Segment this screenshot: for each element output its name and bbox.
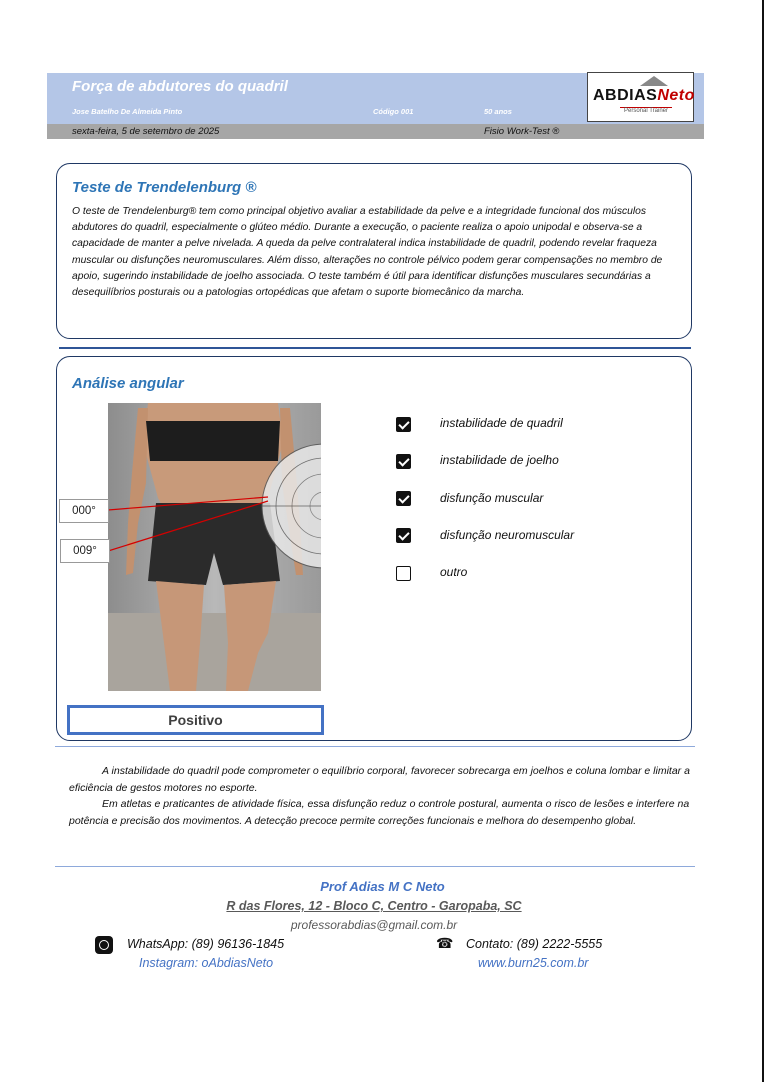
checkbox-label-knee-instability: instabilidade de joelho xyxy=(440,453,559,467)
checkbox-muscular-dysfunction[interactable] xyxy=(396,491,411,506)
checkbox-other[interactable] xyxy=(396,566,411,581)
footer-whatsapp[interactable]: WhatsApp: (89) 96136-1845 xyxy=(127,937,285,951)
checkbox-neuromuscular-dysfunction[interactable] xyxy=(396,528,411,543)
patient-code: Código 001 xyxy=(373,107,414,116)
page-border xyxy=(762,0,764,1082)
test-result: Positivo xyxy=(67,705,324,735)
conclusion-text xyxy=(69,763,695,829)
checkbox-label-other: outro xyxy=(440,565,468,579)
test-brand: Fisio Work-Test ® xyxy=(484,126,560,137)
header-info-bar xyxy=(47,124,704,139)
patient-age: 50 anos xyxy=(484,107,512,116)
logo-text-main: ABDIAS xyxy=(593,87,658,104)
checkbox-label-muscular-dysfunction: disfunção muscular xyxy=(440,491,544,505)
section-divider xyxy=(59,347,691,349)
brand-logo xyxy=(587,72,694,122)
patient-name: Jose Batelho De Almeida Pinto xyxy=(72,107,183,116)
checkbox-label-hip-instability: instabilidade de quadril xyxy=(440,416,563,430)
angle-value-2: 009° xyxy=(60,539,110,563)
footer-instagram[interactable]: Instagram: oAbdiasNeto xyxy=(139,956,274,970)
test-title: Teste de Trendelenburg ® xyxy=(72,179,257,196)
footer-phone[interactable]: Contato: (89) 2222-5555 xyxy=(466,937,603,951)
logo-text-accent: Neto xyxy=(657,87,695,104)
logo-text xyxy=(593,87,695,105)
section-divider xyxy=(55,866,695,867)
report-date: sexta-feira, 5 de setembro de 2025 xyxy=(72,126,220,137)
footer-email[interactable]: professorabdias@gmail.com.br xyxy=(290,918,458,932)
test-description-card xyxy=(56,163,692,339)
angle-value-1: 000° xyxy=(59,499,109,523)
phone-icon: ☎ xyxy=(436,935,454,951)
checkbox-knee-instability[interactable] xyxy=(396,454,411,469)
test-description: O teste de Trendelenburg® tem como principal objetivo avaliar a estabilidade da pelve e a integridade funcional dos músculos abdutores do quadril, especialmente o glúteo médio. Durante a execução, o paciente realiza o apoio unipodal e observa-se a capacidade de manter a pelve nivelada. A queda da pelve contralateral indica instabilidade de quadril, podendo revelar fraqueza muscular ou disfunções neuromusculares. Além disso, alterações no controle pélvico podem gerar compensações no membro de apoio, sugerindo instabilidade de joelho associada. O teste também é útil para identificar disfunções musculares secundárias a desequilíbrios posturais ou a patologias ortopédicas que afetam o suporte biomecânico da marcha. xyxy=(72,206,663,299)
footer-name: Prof Adias M C Neto xyxy=(320,879,445,894)
logo-roof-icon xyxy=(640,76,668,86)
whatsapp-icon xyxy=(95,936,113,954)
conclusion-paragraph-1: A instabilidade do quadril pode comprometer o equilíbrio corporal, favorecer sobrecarga em joelhos e coluna lombar e limitar a eficiência de gestos motores no esporte. xyxy=(69,765,690,794)
checkbox-hip-instability[interactable] xyxy=(396,417,411,432)
patient-photo-illustration xyxy=(108,403,321,691)
footer-address: R das Flores, 12 - Bloco C, Centro - Garopaba, SC xyxy=(226,899,522,913)
conclusion-paragraph-2: Em atletas e praticantes de atividade física, essa disfunção reduz o controle postural, aumenta o risco de lesões e interfere na potência e precisão dos movimentos. A detecção precoce permite correções funcionais e melhora do desempenho global. xyxy=(69,798,690,827)
footer-website[interactable]: www.burn25.com.br xyxy=(478,956,589,970)
checkbox-label-neuromuscular-dysfunction: disfunção neuromuscular xyxy=(440,528,575,542)
logo-subtitle: Personal Trainer xyxy=(620,107,672,114)
report-title: Força de abdutores do quadril xyxy=(72,78,288,95)
patient-photo xyxy=(108,403,321,691)
report-header xyxy=(47,73,704,139)
analysis-title: Análise angular xyxy=(72,375,184,392)
section-divider xyxy=(55,746,695,747)
